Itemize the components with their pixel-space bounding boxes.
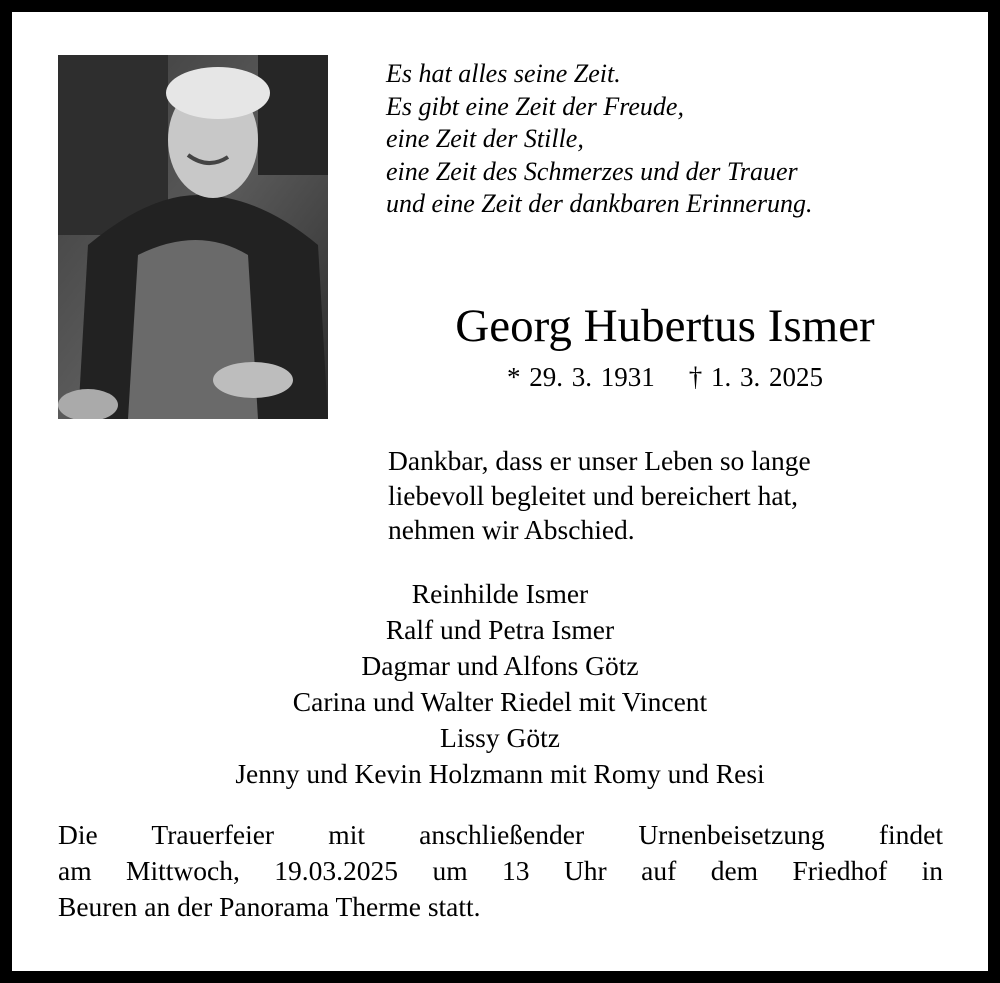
mourner: Lissy Götz	[440, 722, 560, 753]
portrait-photo	[58, 55, 328, 419]
poem-line: Es hat alles seine Zeit.	[386, 59, 621, 88]
thanks-line: nehmen wir Abschied.	[388, 514, 635, 545]
poem-verse	[386, 58, 813, 221]
thanks-line: Dankbar, dass er unser Leben so lange	[388, 445, 811, 476]
service-line: am Mittwoch, 19.03.2025 um 13 Uhr auf dem Friedhof in	[58, 855, 943, 886]
service-line: Die Trauerfeier mit anschließender Urnenbeisetzung findet	[58, 819, 943, 850]
thanks-line: liebevoll begleitet und bereichert hat,	[388, 479, 799, 511]
birth-date: * 29. 3. 1931	[507, 362, 655, 392]
mourner: Ralf und Petra Ismer	[385, 614, 615, 645]
mourner: Dagmar und Alfons Götz	[361, 650, 639, 681]
poem-line: und eine Zeit der dankbaren Erinnerung.	[386, 189, 813, 218]
poem-line: eine Zeit der Stille,	[386, 124, 584, 153]
poem-line: eine Zeit des Schmerzes und der Trauer	[386, 156, 798, 186]
mourners-list	[0, 576, 1000, 792]
mourner: Jenny und Kevin Holzmann mit Romy und Resi	[235, 758, 765, 789]
deceased-name: Georg Hubertus Ismer	[455, 300, 875, 352]
funeral-service-info	[58, 817, 943, 925]
mourner: Carina und Walter Riedel mit Vincent	[292, 686, 708, 717]
service-line: Beuren an der Panorama Therme statt.	[58, 891, 481, 922]
poem-line: Es gibt eine Zeit der Freude,	[386, 91, 684, 121]
death-date: † 1. 3. 2025	[688, 362, 823, 392]
mourner: Reinhilde Ismer	[411, 578, 589, 609]
thanks-text	[388, 444, 811, 548]
life-dates	[380, 360, 950, 394]
